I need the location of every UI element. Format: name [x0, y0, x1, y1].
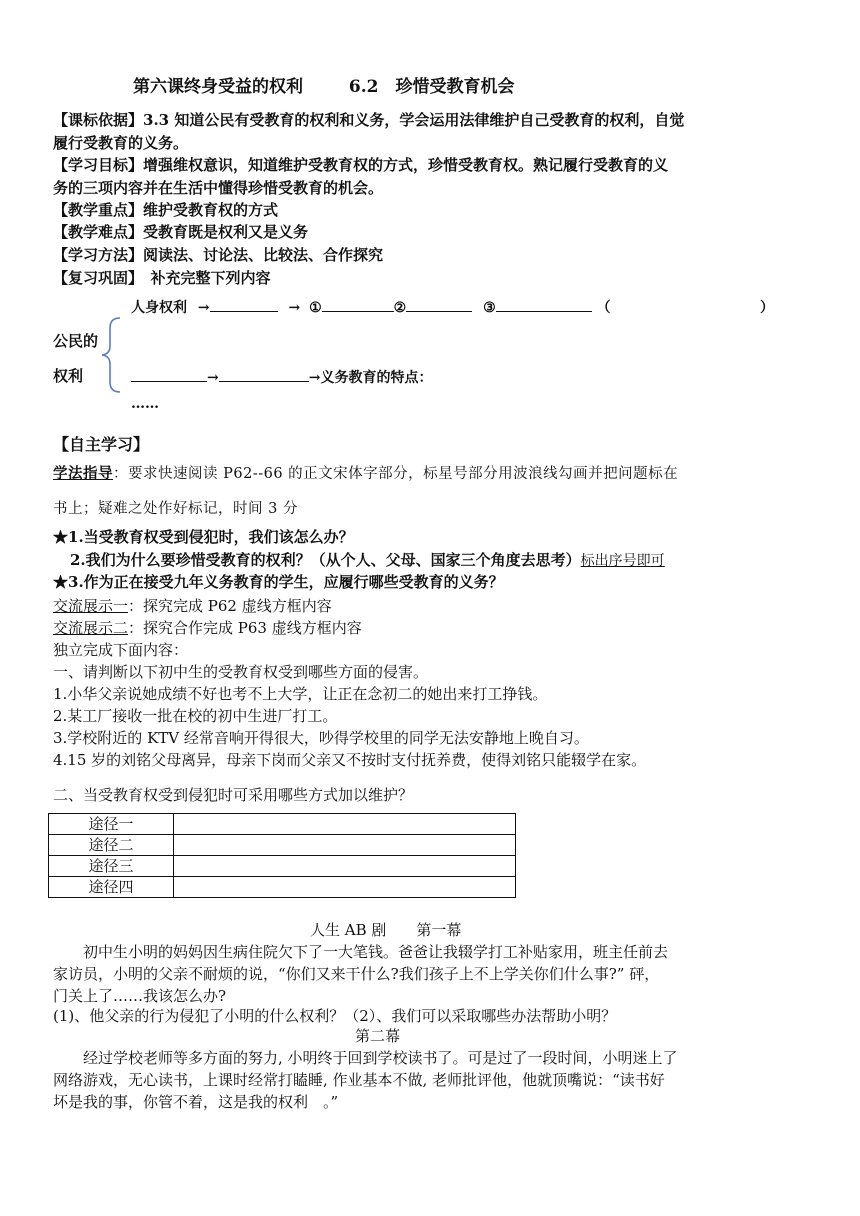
exchange-2 — [53, 618, 362, 638]
exchange-label: 交流展示二 — [53, 619, 129, 637]
ways-table — [48, 813, 516, 898]
section-2-heading: 二、当受教育权受到侵犯时可采用哪些方式加以维护？ — [53, 786, 414, 804]
page-title — [133, 76, 515, 98]
line-label: 【课标依据】 — [53, 111, 144, 129]
header-line-8 — [53, 268, 271, 288]
header-line-5 — [53, 200, 278, 220]
diagram-left-label-2: 权利 — [53, 367, 84, 385]
line-label: 【教学重点】 — [53, 201, 144, 219]
arrow-icon: → — [197, 300, 210, 316]
question-text: 1.当受教育权受到侵犯时，我们该怎么办？ — [68, 528, 354, 546]
star-icon: ★ — [53, 528, 69, 546]
circle-one-label: ① — [309, 300, 322, 316]
question-text: 3.作为正在接受九年义务教育的学生，应履行哪些受教育的义务？ — [68, 573, 504, 591]
guide-text: ：要求快速阅读 P62--66 的正文宋体字部分，标星号部分用波浪线勾画并把问题标在 — [113, 466, 679, 482]
drama-line: 网络游戏，无心读书，上课时经常打瞌睡, 作业基本不做, 老师批评他，他就顶嘴说：“读书好 — [53, 1071, 665, 1089]
exchange-text: ：探究合作完成 P63 虚线方框内容 — [128, 619, 362, 637]
drama-line: 坏是我的事，你管不着，这是我的权利 。” — [53, 1093, 339, 1111]
line-text: 阅读法、讨论法、比较法、合作探究 — [143, 246, 384, 264]
drama-question: (1)、他父亲的行为侵犯了小明的什么权利？（2）、我们可以采取哪些办法帮助小明？ — [53, 1007, 617, 1025]
guide-label: 学法指导 — [53, 465, 113, 482]
line-label: 【学习目标】 — [53, 156, 144, 174]
question-2 — [70, 550, 665, 571]
header-line-3 — [53, 155, 668, 175]
header-line-7 — [53, 245, 383, 265]
line-text: 3.3 知道公民有受教育的权利和义务，学会运用法律维护自己受教育的权利，自觉 — [143, 111, 685, 129]
question-text: 2.我们为什么要珍惜受教育的权利？（从个人、父母、国家三个角度去思考） — [70, 551, 581, 569]
answer-cell[interactable] — [174, 877, 516, 898]
header-line-2 — [53, 133, 188, 153]
line-label: 【教学难点】 — [53, 223, 144, 241]
line-text: 增强维权意识，知道维护受教育权的方式，珍惜受教育权。熟记履行受教育的义 — [143, 156, 669, 174]
body-line: 独立完成下面内容： — [53, 641, 189, 659]
exchange-1 — [53, 596, 332, 616]
blank-field[interactable] — [210, 297, 278, 312]
drama-line: 初中生小明的妈妈因生病住院欠下了一大笔钱。爸爸让我辍学打工补贴家用，班主任前去 — [53, 943, 669, 961]
line-text: 维护受教育权的方式 — [143, 201, 279, 219]
answer-cell[interactable] — [174, 856, 516, 877]
header-line-6 — [53, 222, 308, 242]
header-line-4 — [53, 178, 383, 198]
line-label: 【学习方法】 — [53, 246, 144, 264]
drama-title: 人生 AB 剧 第一幕 — [310, 921, 462, 939]
body-line: 1.小华父亲说她成绩不好也考不上大学，让正在念初二的她出来打工挣钱。 — [53, 685, 548, 703]
line-text: 补充完整下列内容 — [135, 269, 271, 287]
diagram-left-label-1: 公民的 — [53, 332, 99, 350]
exchange-text: ：探究完成 P62 虚线方框内容 — [128, 597, 332, 615]
line-text: 履行受教育的义务。 — [53, 134, 189, 152]
body-line: 3.学校附近的 KTV 经常音响开得很大，吵得学校里的同学无法安静地上晚自习。 — [53, 729, 589, 747]
body-line: 2.某工厂接收一批在校的初中生进厂打工。 — [53, 707, 338, 725]
blank-field[interactable] — [322, 297, 394, 312]
line-label: 【复习巩固】 — [53, 269, 136, 287]
table-row — [49, 814, 516, 835]
line-text: 务的三项内容并在生活中懂得珍惜受教育的机会。 — [53, 179, 384, 197]
body-line: 4.15 岁的刘铭父母离异，母亲下岗而父亲又不按时支付抚养费，使得刘铭只能辍学在家。 — [53, 751, 647, 769]
way-label: 途径三 — [49, 856, 174, 877]
drama-line: 家访员，小明的父亲不耐烦的说，“你们又来干什么?我们孩子上不上学关你们什么事?” 砰， — [53, 965, 660, 983]
question-note: 标出序号即可 — [580, 553, 665, 569]
circle-three-label: ③ — [483, 300, 496, 316]
way-label: 途径四 — [49, 877, 174, 898]
compulsory-education-label: →义务教育的特点： — [308, 370, 433, 386]
blank-field[interactable] — [131, 367, 207, 382]
line-text: 受教育既是权利又是义务 — [143, 223, 309, 241]
table-row — [49, 835, 516, 856]
brace-icon — [100, 316, 124, 394]
blank-field[interactable] — [406, 297, 472, 312]
drama-line: 经过学校老师等多方面的努力, 小明终于回到学校读书了。可是过了一段时间，小明迷上了 — [53, 1049, 678, 1067]
table-row — [49, 877, 516, 898]
guide-line-2: 书上；疑难之处作好标记，时间 3 分 — [53, 501, 298, 517]
blank-field[interactable] — [219, 367, 309, 382]
way-label: 途径二 — [49, 835, 174, 856]
drama-line: 门关上了……我该怎么办? — [53, 987, 227, 1005]
diagram-row-1 — [131, 297, 611, 318]
section-title: 6.2 珍惜受教育机会 — [348, 77, 515, 97]
arrow-icon: → — [288, 300, 301, 316]
star-icon: ★ — [53, 573, 69, 591]
answer-cell[interactable] — [174, 835, 516, 856]
question-1 — [53, 527, 354, 547]
question-3 — [53, 572, 504, 592]
act-2-title: 第二幕 — [355, 1027, 401, 1045]
guide-line-1 — [53, 464, 678, 484]
circle-two-label: ② — [393, 300, 407, 316]
body-line: 一、请判断以下初中生的受教育权受到哪些方面的侵害。 — [53, 663, 429, 681]
paren-open: （ — [596, 300, 611, 316]
table-row — [49, 856, 516, 877]
header-line-1 — [53, 110, 684, 130]
blank-field[interactable] — [496, 297, 592, 312]
exchange-label: 交流展示一 — [53, 597, 129, 615]
self-study-heading: 【自主学习】 — [53, 435, 150, 454]
personal-rights-label: 人身权利 — [131, 300, 187, 316]
lesson-title: 第六课终身受益的权利 — [133, 77, 303, 97]
answer-cell[interactable] — [174, 814, 516, 835]
way-label: 途径一 — [49, 814, 174, 835]
diagram-row-2 — [131, 367, 432, 388]
ellipsis: …… — [131, 396, 159, 412]
paren-close: ） — [760, 300, 774, 316]
arrow-icon: → — [207, 370, 219, 386]
